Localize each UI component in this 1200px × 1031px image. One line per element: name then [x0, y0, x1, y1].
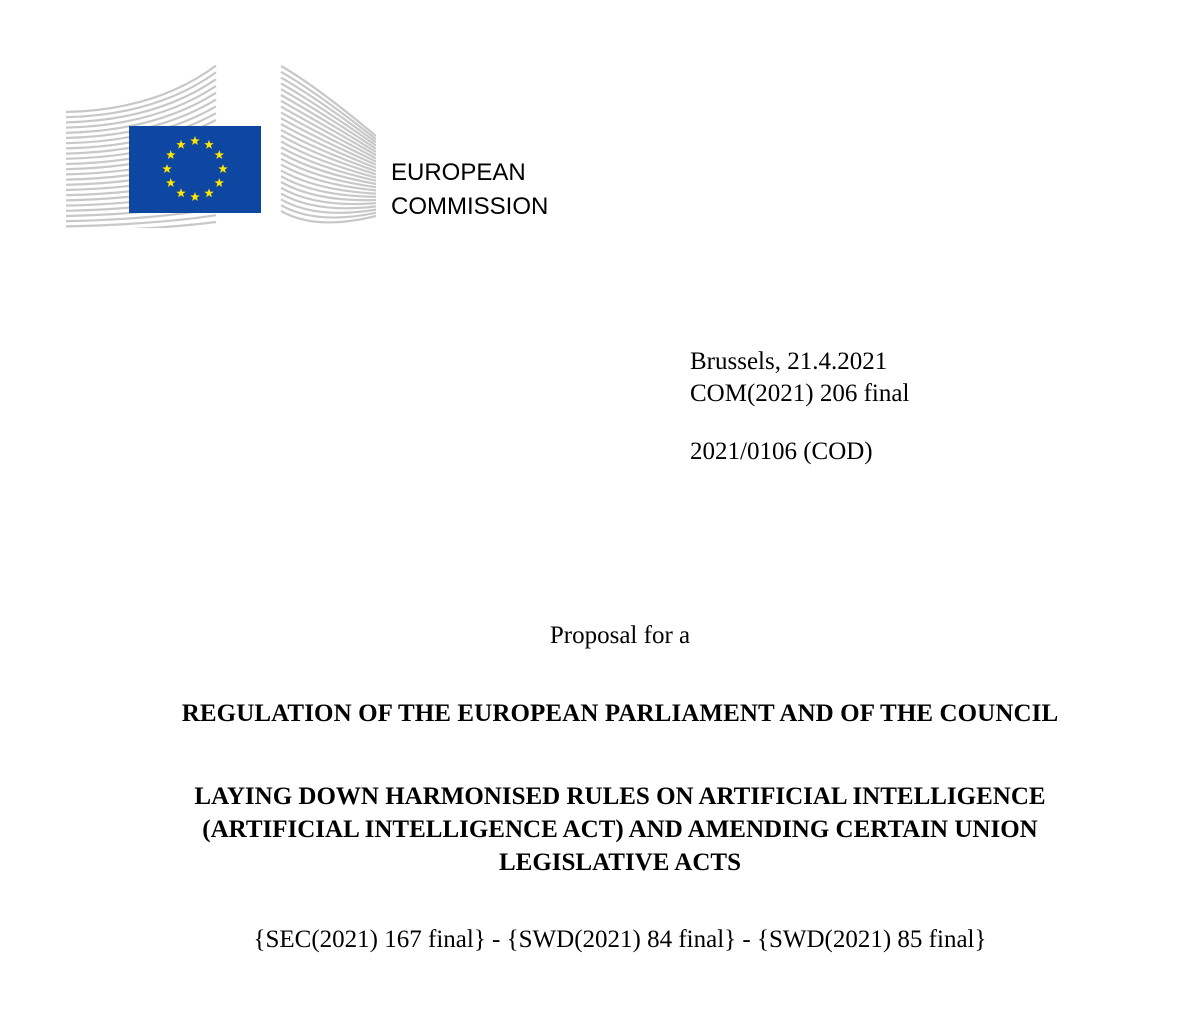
- procedure-number: 2021/0106 (COD): [690, 438, 873, 465]
- subject-line-3: LEGISLATIVE ACTS: [499, 849, 741, 876]
- subject-line-1: LAYING DOWN HARMONISED RULES ON ARTIFICIAL INTELLIGENCE: [194, 783, 1046, 810]
- place-date: Brussels, 21.4.2021: [690, 348, 888, 375]
- proposal-line: Proposal for a: [549, 622, 691, 649]
- subject-line-2: (ARTIFICIAL INTELLIGENCE ACT) AND AMENDING CERTAIN UNION: [202, 816, 1038, 843]
- document-meta: [690, 346, 909, 468]
- organization-name: [391, 156, 548, 224]
- logo-right-stripes: [281, 66, 376, 222]
- european-commission-logo-icon: [66, 64, 376, 228]
- regulation-subject: [0, 780, 1200, 879]
- organization-name-line1: EUROPEAN: [391, 159, 526, 186]
- com-reference: COM(2021) 206 final: [690, 380, 910, 407]
- regulation-title: REGULATION OF THE EUROPEAN PARLIAMENT AND OF THE COUNCIL: [181, 700, 1059, 727]
- document-references: {SEC(2021) 167 final} - {SWD(2021) 84 final} - {SWD(2021) 85 final}: [253, 926, 987, 953]
- organization-name-line2: COMMISSION: [391, 193, 549, 220]
